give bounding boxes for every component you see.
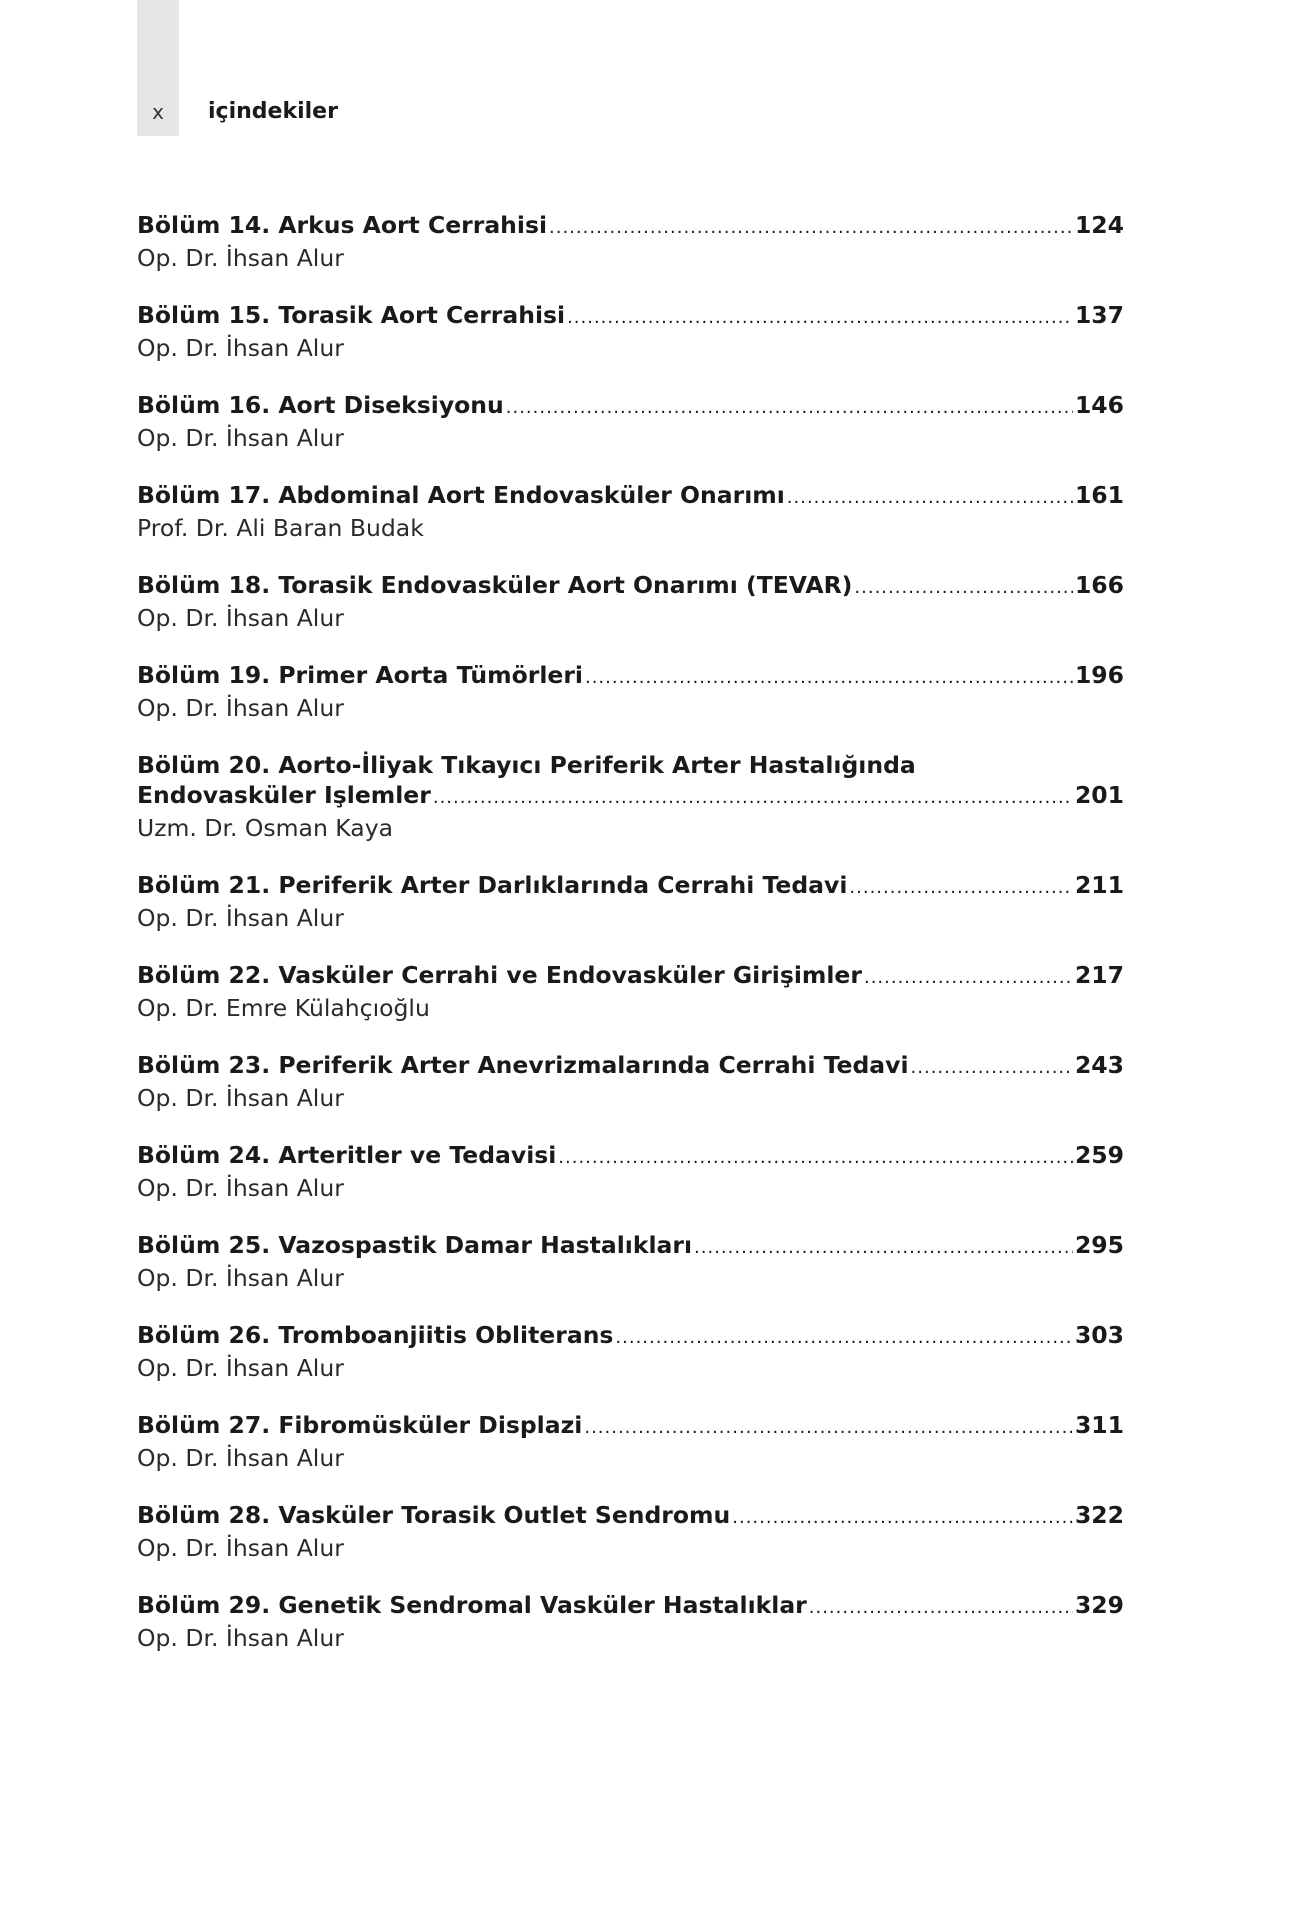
toc-entry-20[interactable] <box>137 750 1124 870</box>
toc-page-number: 311 <box>1074 1411 1124 1439</box>
toc-page-number: 329 <box>1074 1591 1124 1619</box>
toc-author: Op. Dr. İhsan Alur <box>137 694 344 722</box>
toc-page-number: 217 <box>1074 961 1124 989</box>
toc-page-number: 196 <box>1074 661 1124 689</box>
toc-entry-25[interactable] <box>137 1230 1124 1320</box>
toc-title: Bölüm 18. Torasik Endovasküler Aort Onarımı (TEVAR) <box>137 571 853 599</box>
dot-leader <box>615 1323 1073 1353</box>
toc-page-number: 124 <box>1074 211 1124 239</box>
toc-entry-17[interactable] <box>137 480 1124 570</box>
dot-leader <box>809 1593 1073 1623</box>
toc-entry-19[interactable] <box>137 660 1124 750</box>
toc-title-row <box>137 1590 1124 1623</box>
toc-title-row <box>137 570 1124 603</box>
toc-title-row <box>137 210 1124 243</box>
section-title: içindekiler <box>208 99 338 124</box>
toc-title-row <box>137 300 1124 333</box>
toc-entry-29[interactable] <box>137 1590 1124 1680</box>
page-number: x <box>152 100 164 124</box>
toc-author: Op. Dr. İhsan Alur <box>137 1354 344 1382</box>
toc-page-number: 243 <box>1074 1051 1124 1079</box>
toc-entry-23[interactable] <box>137 1050 1124 1140</box>
toc-author: Uzm. Dr. Osman Kaya <box>137 814 394 842</box>
toc-entry-15[interactable] <box>137 300 1124 390</box>
toc-title: Bölüm 27. Fibromüsküler Displazi <box>137 1411 583 1439</box>
toc-title-row <box>137 960 1124 993</box>
toc-title: Bölüm 25. Vazospastik Damar Hastalıkları <box>137 1231 693 1259</box>
toc-page-number: 259 <box>1074 1141 1124 1169</box>
toc-entry-28[interactable] <box>137 1500 1124 1590</box>
toc-title-row <box>137 1050 1124 1083</box>
dot-leader <box>567 303 1073 333</box>
toc-title-row <box>137 870 1124 903</box>
toc-entry-22[interactable] <box>137 960 1124 1050</box>
toc-title-row <box>137 1410 1124 1443</box>
dot-leader <box>694 1233 1073 1263</box>
toc-title: Bölüm 17. Abdominal Aort Endovasküler Onarımı <box>137 481 785 509</box>
toc-page-number: 161 <box>1074 481 1124 509</box>
dot-leader <box>787 483 1073 513</box>
toc-title-row <box>137 1230 1124 1263</box>
toc-entry-26[interactable] <box>137 1320 1124 1410</box>
toc-entry-27[interactable] <box>137 1410 1124 1500</box>
toc-title: Bölüm 15. Torasik Aort Cerrahisi <box>137 301 566 329</box>
toc-page-number: 295 <box>1074 1231 1124 1259</box>
toc-title: Bölüm 14. Arkus Aort Cerrahisi <box>137 211 548 239</box>
toc-page-number: 137 <box>1074 301 1124 329</box>
toc-entry-14[interactable] <box>137 210 1124 300</box>
toc-title: Endovasküler Işlemler <box>137 781 431 809</box>
toc-title-row <box>137 1320 1124 1353</box>
toc-author: Op. Dr. İhsan Alur <box>137 904 344 932</box>
toc-page-number: 303 <box>1074 1321 1124 1349</box>
toc-page-number: 166 <box>1074 571 1124 599</box>
toc-author: Op. Dr. İhsan Alur <box>137 334 344 362</box>
toc-author: Op. Dr. Emre Külahçıoğlu <box>137 994 430 1022</box>
toc-page-number: 201 <box>1074 781 1124 809</box>
toc-title: Bölüm 19. Primer Aorta Tümörleri <box>137 661 583 689</box>
toc-page-number: 146 <box>1074 391 1124 419</box>
toc-title-row <box>137 1500 1124 1533</box>
dot-leader <box>854 573 1073 603</box>
table-of-contents <box>137 210 1124 1680</box>
toc-author: Op. Dr. İhsan Alur <box>137 424 344 452</box>
toc-title-row <box>137 660 1124 693</box>
toc-title-row <box>137 780 1124 813</box>
toc-author: Op. Dr. İhsan Alur <box>137 244 344 272</box>
toc-title: Bölüm 24. Arteritler ve Tedavisi <box>137 1141 557 1169</box>
toc-author: Op. Dr. İhsan Alur <box>137 1534 344 1562</box>
toc-title-line1: Bölüm 20. Aorto-İliyak Tıkayıcı Periferik Arter Hastalığında <box>137 751 916 779</box>
toc-entry-24[interactable] <box>137 1140 1124 1230</box>
toc-author: Prof. Dr. Ali Baran Budak <box>137 514 424 542</box>
toc-title: Bölüm 28. Vasküler Torasik Outlet Sendromu <box>137 1501 731 1529</box>
dot-leader <box>549 213 1073 243</box>
toc-page-number: 322 <box>1074 1501 1124 1529</box>
dot-leader <box>585 663 1073 693</box>
toc-author: Op. Dr. İhsan Alur <box>137 1444 344 1472</box>
toc-title: Bölüm 29. Genetik Sendromal Vasküler Hastalıklar <box>137 1591 807 1619</box>
toc-title-row <box>137 390 1124 423</box>
toc-author: Op. Dr. İhsan Alur <box>137 1264 344 1292</box>
toc-title: Bölüm 23. Periferik Arter Anevrizmalarında Cerrahi Tedavi <box>137 1051 909 1079</box>
dot-leader <box>433 783 1073 813</box>
toc-author: Op. Dr. İhsan Alur <box>137 1624 344 1652</box>
dot-leader <box>506 393 1073 423</box>
toc-entry-21[interactable] <box>137 870 1124 960</box>
dot-leader <box>911 1053 1073 1083</box>
toc-entry-16[interactable] <box>137 390 1124 480</box>
toc-title-row <box>137 1140 1124 1173</box>
toc-title-row <box>137 480 1124 513</box>
toc-author: Op. Dr. İhsan Alur <box>137 604 344 632</box>
toc-title: Bölüm 22. Vasküler Cerrahi ve Endovasküler Girişimler <box>137 961 862 989</box>
dot-leader <box>558 1143 1073 1173</box>
toc-entry-18[interactable] <box>137 570 1124 660</box>
toc-page-number: 211 <box>1074 871 1124 899</box>
toc-title: Bölüm 16. Aort Diseksiyonu <box>137 391 504 419</box>
toc-author: Op. Dr. İhsan Alur <box>137 1084 344 1112</box>
dot-leader <box>584 1413 1073 1443</box>
dot-leader <box>864 963 1073 993</box>
toc-title: Bölüm 21. Periferik Arter Darlıklarında Cerrahi Tedavi <box>137 871 848 899</box>
dot-leader <box>732 1503 1073 1533</box>
dot-leader <box>849 873 1073 903</box>
toc-author: Op. Dr. İhsan Alur <box>137 1174 344 1202</box>
toc-title: Bölüm 26. Tromboanjiitis Obliterans <box>137 1321 614 1349</box>
